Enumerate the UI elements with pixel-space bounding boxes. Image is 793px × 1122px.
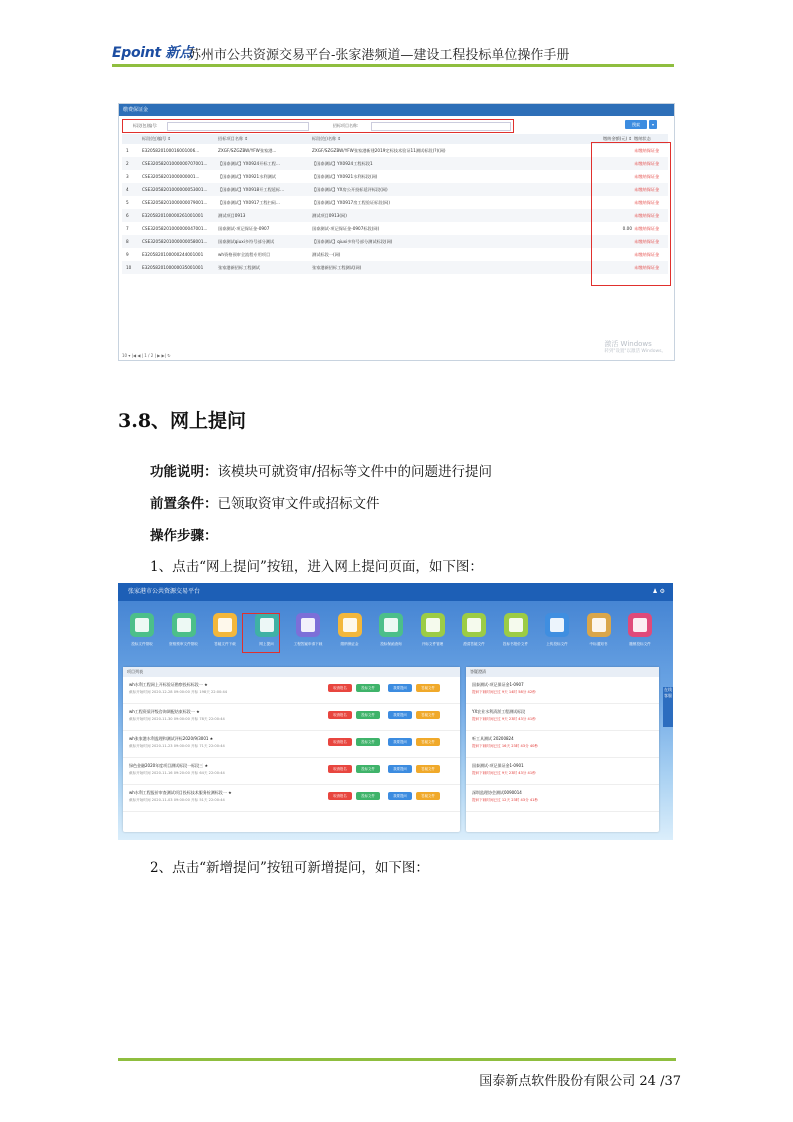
cell: 招标项目名称 ⇕ [218,136,248,141]
cell: 【国泰测试】YX0917工程扫码... [218,200,280,205]
cell: 缴纳金额(元) ⇕ [602,136,632,141]
cell: 张家港新招标工程测试(网) [312,265,362,270]
tile-label: 撤销投标文件 [629,642,651,646]
cell: 10 [126,265,132,270]
project-action-button[interactable]: 取消报名 [328,765,352,773]
project-action-button[interactable]: 投标文件 [356,684,380,692]
cell: 4 [126,187,129,192]
project-time: 截标开始时间 2020-11-03 09:00:00 开标 51天 22:00:44 [129,798,225,802]
cell: 未缴纳保证金 [634,161,660,166]
project-time: 截标开始时间 2020-12-28 09:00:00 开标 198天 22:00:44 [129,690,228,694]
cell: 9 [126,252,129,257]
function-tile[interactable] [628,613,652,637]
function-tile[interactable] [545,613,569,637]
function-tile[interactable] [587,613,611,637]
tile-label: 上传投标文件 [546,642,568,646]
s2-answer-list [466,677,659,812]
project-action-button[interactable]: 投标文件 [356,765,380,773]
function-tile[interactable] [421,613,445,637]
cell: 【国泰测试】YX0924工程标段1 [312,161,373,166]
tile-icon [633,618,647,632]
tile-label: 澄清答疑文件 [463,642,485,646]
s1-label-code: 标段(包)编号: [133,123,158,128]
cell: 6 [126,213,129,218]
s1-search-button[interactable]: 搜索 [625,120,647,129]
cell: 测试标段一(网) [312,252,341,257]
cell: E3205820100000261001001 [142,213,204,218]
section-title: 3.8、网上提问 [118,410,247,432]
steps-label: 操作步骤： [150,528,218,544]
func-desc [150,460,492,480]
answer-title: 听工具测试 20200824 [472,736,514,741]
tile-label: 中标通知书 [589,642,608,646]
s2-service-tab[interactable]: 在线客服 [663,687,673,727]
cell: 张家港新招标工程测试 [218,265,260,270]
function-tile[interactable] [462,613,486,637]
cell: 5 [126,200,129,205]
header-rule [112,64,674,67]
function-tile[interactable] [172,613,196,637]
tile-icon [301,618,315,632]
cell: 国泰测试-项记保证金-0907 [218,226,270,231]
cell: 未缴纳保证金 [634,213,660,218]
tile-icon [592,618,606,632]
steps-heading [150,524,218,544]
table-header[interactable] [122,134,668,144]
project-action-button[interactable]: 取消报名 [328,738,352,746]
s2-platform-title: 张家港市公共资源交易平台 [128,588,201,595]
table-row[interactable] [122,170,668,183]
cell: 0.00 [622,226,632,231]
tile-label: 资格预审文件领取 [169,642,198,646]
tile-icon [218,618,232,632]
screenshot-deposit-list [118,103,675,361]
project-time: 截标开始时间 2020-11-30 09:00:00 开标 78天 22:00:44 [129,717,225,721]
project-item[interactable] [123,758,460,785]
tile-icon [550,618,564,632]
func-text: 该模块可就资审/招标等文件中的问题进行提问 [217,464,493,480]
cell: 【国泰测试】YX房公开投标延评标段(网) [312,187,388,192]
answer-time: 提问下载时间已过 9天 23时 43分 41秒 [472,771,536,775]
watermark-line-2: 转到"设置"以激活 Windows。 [604,349,666,354]
company-logo: Epoint 新点 [112,45,193,61]
project-action-button[interactable]: 我要提问 [388,765,412,773]
project-action-button[interactable]: 我要提问 [388,711,412,719]
page-footer [479,1070,681,1089]
table-row[interactable] [122,157,668,170]
function-tile[interactable] [130,613,154,637]
s2-answer-panel-title: 答疑澄清 [466,667,659,677]
cell: 缴纳状态 [634,136,651,141]
project-name: wh工程资质评级咨询调配结束标段一 ★ [129,709,200,714]
cell: CSE32058201000000079001... [142,200,208,205]
s2-user-icon[interactable]: ♟ ⚙ [652,588,665,595]
project-action-button[interactable]: 取消报名 [328,684,352,692]
project-name: wh水利工程报价审查测试项目投标技术服务检测标段一 ★ [129,790,232,795]
answer-title: 深圳监理协会测试0090014 [472,790,522,795]
cell: 未缴纳保证金 [634,200,660,205]
cell: 【国泰测试】YX0921水利测试 [218,174,276,179]
cell: CSE32058201000000047001... [142,226,208,231]
page-number: 24 /37 [639,1074,681,1089]
project-action-button[interactable]: 取消报名 [328,711,352,719]
cell: 未缴纳保证金 [634,239,660,244]
cell: E3205820100016001006... [142,148,200,153]
cell: 测试项目0913(网) [312,213,347,218]
cell: 【国泰测试】qiuxi多符号部分测试标段(网) [312,239,393,244]
s2-online-question-highlight [242,613,280,653]
s1-title-bar: 缴费保证金 [119,104,674,116]
answer-time: 提问下载时间已过 12天 23时 43分 41秒 [472,798,538,802]
cell: 2 [126,161,129,166]
tile-label: 投标保函查询 [380,642,402,646]
cell: 【国泰测试】YX0917房工程验证标段(网) [312,200,390,205]
tile-icon [177,618,191,632]
tile-label: 投标书报价文件 [502,642,529,646]
tile-label: 缴纳保证金 [340,642,359,646]
cell: 【国泰测试】YX0924开标工程... [218,161,280,166]
cell: 未缴纳保证金 [634,148,660,153]
tile-icon [135,618,149,632]
project-action-button[interactable]: 答疑文件 [416,738,440,746]
project-action-button[interactable]: 投标文件 [356,792,380,800]
s1-search-area [122,119,514,133]
s2-answer-panel [466,667,659,832]
project-action-button[interactable]: 取消报名 [328,792,352,800]
table-row[interactable] [122,183,668,196]
cell: ZXGF/SZGZBW/YFW张家港新建2019定标技术验证11测试标段(?)(网) [312,148,446,153]
table-row[interactable] [122,261,668,274]
project-item[interactable] [123,704,460,731]
s1-label-name: 招标项目名称: [333,123,359,128]
manual-title: 苏州市公共资源交易平台-张家港频道—建设工程投标单位操作手册 [188,48,570,63]
answer-title: 国泰测试-项记保证金1-0901 [472,763,524,768]
cell: 未缴纳保证金 [634,252,660,257]
s1-code-input[interactable] [167,122,309,131]
s1-dropdown-button[interactable]: ▾ [649,120,657,129]
watermark-line-1: 激活 Windows [604,340,652,348]
function-tile[interactable] [504,613,528,637]
project-action-button[interactable]: 答疑文件 [416,711,440,719]
screenshot-platform-home [118,583,673,840]
project-action-button[interactable]: 答疑文件 [416,792,440,800]
project-action-button[interactable]: 我要提问 [388,684,412,692]
tile-label: 投标文件领取 [131,642,153,646]
project-item[interactable] [123,677,460,704]
table-row[interactable] [122,209,668,222]
cell: CSE32058201000000707001... [142,161,208,166]
cell: 未缴纳保证金 [634,226,660,231]
step-2: 2、点击“新增提问”按钮可新增提问，如下图： [150,860,429,876]
answer-item[interactable] [466,704,659,731]
s2-project-list [123,677,460,812]
project-item[interactable] [123,731,460,758]
answer-time: 提问下载时间已过 9天 23时 43分 41秒 [472,717,536,721]
cell: CSE32058201000000053001... [142,187,208,192]
cell: 【国泰测试】YX0918开工程延标... [218,187,285,192]
project-action-button[interactable]: 投标文件 [356,711,380,719]
cell: 国泰测试-项记保证金-0907标段(网) [312,226,380,231]
tile-icon [426,618,440,632]
windows-watermark [604,340,666,356]
cell: 7 [126,226,129,231]
cell: E3205820100000244001001 [142,252,204,257]
pre-label: 前置条件： [150,496,218,512]
project-item[interactable] [123,785,460,812]
cell: wh资格预审全流程专用项目 [218,252,271,257]
function-tile[interactable] [213,613,237,637]
cell: 8 [126,239,129,244]
function-tile[interactable] [379,613,403,637]
tile-label: 开标文件管理 [421,642,444,646]
s1-name-input[interactable] [371,122,511,131]
tile-label: 工程答疑申请下载 [293,642,323,646]
project-action-button[interactable]: 答疑文件 [416,684,440,692]
answer-item[interactable] [466,731,659,758]
project-action-button[interactable]: 我要提问 [388,792,412,800]
cell: CSE32058201000000001... [142,174,200,179]
cell: 未缴纳保证金 [634,174,660,179]
s2-project-panel-title: 项目列表 [123,667,460,677]
cell: CSE32058201000000058001... [142,239,208,244]
cell: 标段(包)编号 ⇕ [142,136,172,141]
answer-title: 国泰测试-项记保证金1-0907 [472,682,524,687]
answer-title: YX农业水利清淤工程测试标段 [472,709,526,714]
cell: 测试项目0913 [218,213,246,218]
table-row[interactable] [122,144,668,157]
answer-item[interactable] [466,785,659,812]
tile-icon [343,618,357,632]
project-action-button[interactable]: 我要提问 [388,738,412,746]
tile-icon [509,618,523,632]
tile-icon [467,618,481,632]
cell: 【国泰测试】YX0921水利标段(网) [312,174,378,179]
cell: 1 [126,148,129,153]
step-1: 1、点击“网上提问”按钮，进入网上提问页面，如下图： [150,559,483,575]
pre-text: 已领取资审文件或招标文件 [217,496,380,512]
project-time: 截标开始时间 2020-11-16 09:20:00 开标 64天 22:00:44 [129,771,225,775]
s1-status-highlight [591,142,671,286]
cell: 未缴纳保证金 [634,187,660,192]
s2-top-bar [118,583,673,601]
cell: E3205820100000035001001 [142,265,204,270]
table-row[interactable] [122,235,668,248]
table-row[interactable] [122,248,668,261]
project-name: 绿色金融2020年度项目测试标段一标段三 ★ [129,763,209,768]
answer-item[interactable] [466,677,659,704]
answer-item[interactable] [466,758,659,785]
footer-company: 国泰新点软件股份有限公司 [479,1074,636,1089]
func-label: 功能说明： [150,464,218,480]
tile-label: 网上提问 [259,642,274,646]
footer-rule [118,1058,676,1061]
s1-table [122,134,668,274]
cell: ZXGF/SZGZBW/YFW张家港... [218,148,277,153]
cell: 3 [126,174,129,179]
project-name: wh张家港水利监理和测试评标2020/9/3001 ★ [129,736,214,741]
cell: 标段(包)名称 ⇕ [312,136,342,141]
function-tile[interactable] [296,613,320,637]
answer-time: 提问下载时间已过 9天 14时 58分 42秒 [472,690,536,694]
tile-icon [384,618,398,632]
page-header [112,38,672,64]
project-name: wh水利工程网上开标验证勘察投标标段一 ★ [129,682,208,687]
s2-project-panel [123,667,460,832]
cell: 国泰测试qiuxi多符号部分测试 [218,239,275,244]
s2-function-tiles [126,613,666,653]
s1-pager[interactable]: 10 ▾ |◀ ◀ | 1 / 2 | ▶ ▶| ↻ [122,353,171,358]
function-tile[interactable] [338,613,362,637]
answer-time: 提问下载时间已过 16天 23时 43分 40秒 [472,744,538,748]
project-time: 截标开始时间 2020-11-23 09:00:00 开标 71天 22:00:44 [129,744,225,748]
precondition [150,492,380,512]
project-action-button[interactable]: 投标文件 [356,738,380,746]
project-action-button[interactable]: 答疑文件 [416,765,440,773]
table-row[interactable] [122,222,668,235]
table-row[interactable] [122,196,668,209]
tile-label: 答疑文件下载 [214,642,236,646]
cell: 未缴纳保证金 [634,265,660,270]
